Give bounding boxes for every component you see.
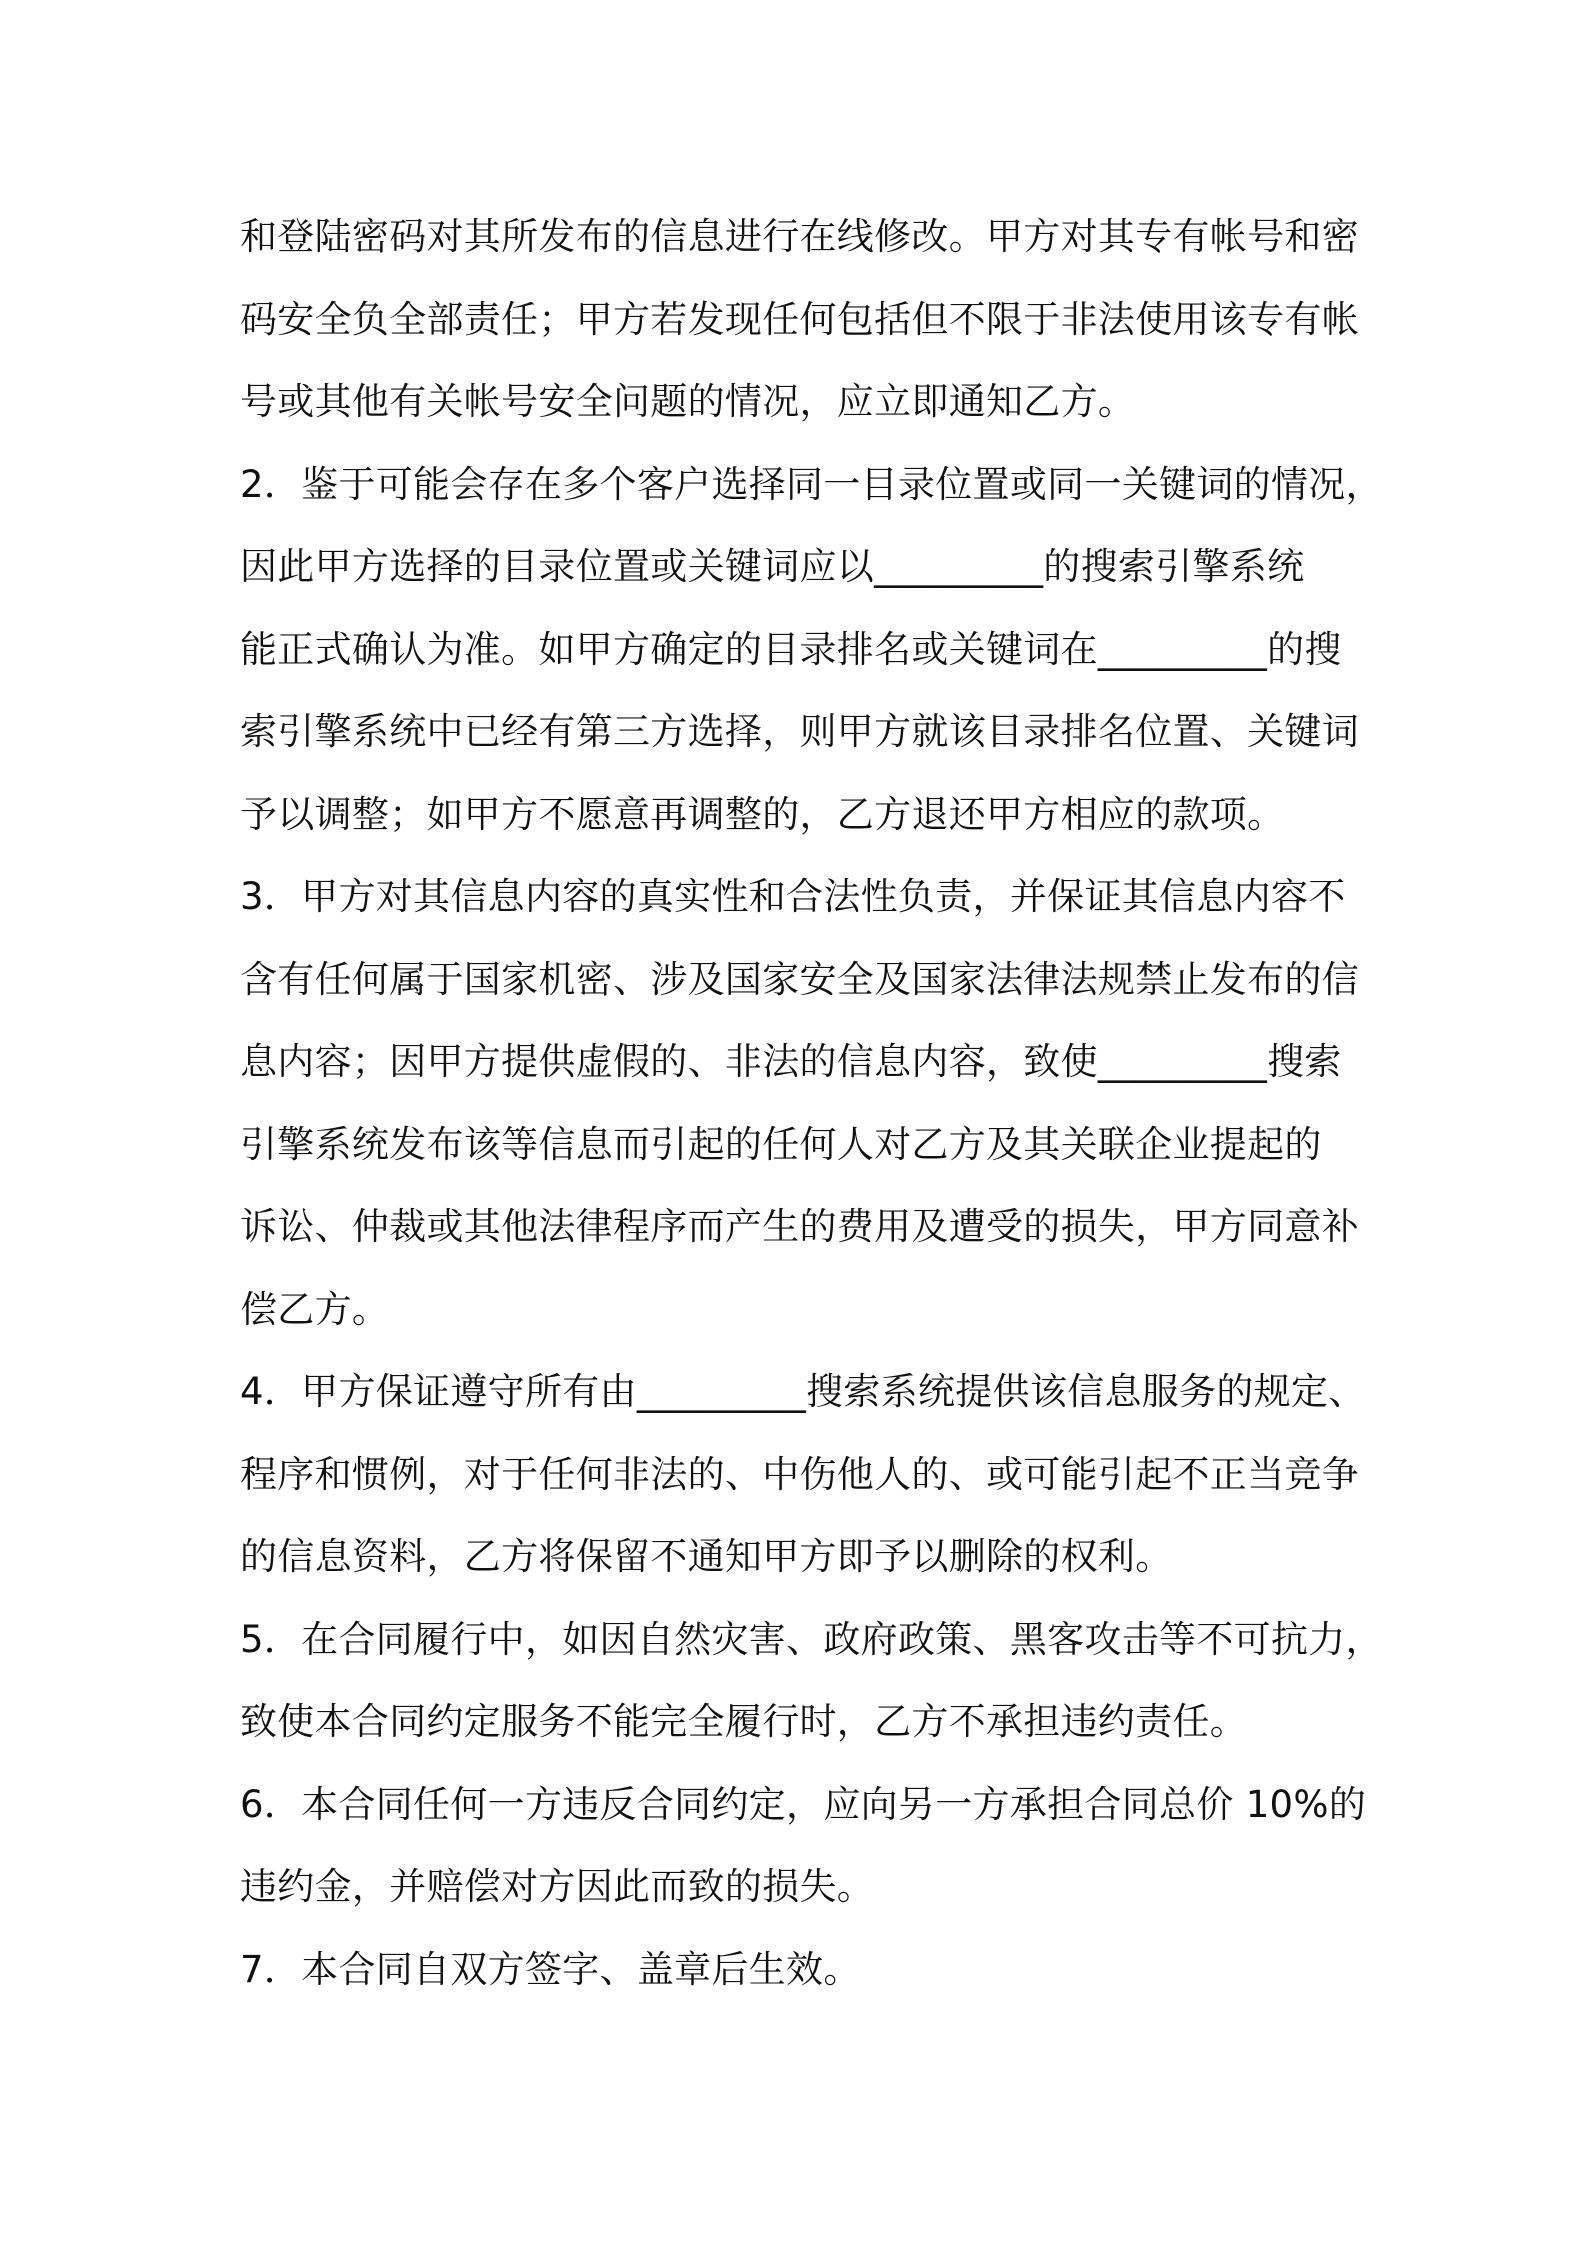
clause-2-line: 2．鉴于可能会存在多个客户选择同一目录位置或同一关键词的情况， — [240, 462, 1383, 506]
clause-4-line: 4．甲方保证遵守所有由_________搜索系统提供该信息服务的规定、 — [240, 1370, 1366, 1413]
clause-5-line: 5．在合同履行中，如因自然灾害、政府政策、黑客攻击等不可抗力， — [240, 1617, 1383, 1661]
text-line: 偿乙方。 — [240, 1287, 390, 1331]
clause-7-line: 7．本合同自双方签字、盖章后生效。 — [240, 1947, 861, 1991]
text-line: 诉讼、仲裁或其他法律程序而产生的费用及遭受的损失，甲方同意补 — [240, 1205, 1359, 1248]
text-line: 违约金，并赔偿对方因此而致的损失。 — [240, 1865, 875, 1908]
text-line: 含有任何属于国家机密、涉及国家安全及国家法律法规禁止发布的信 — [240, 957, 1359, 1001]
text-line: 引擎系统发布该等信息而引起的任何人对乙方及其关联企业提起的 — [240, 1122, 1322, 1166]
text-line: 程序和惯例，对于任何非法的、中伤他人的、或可能引起不正当竞争 — [240, 1452, 1359, 1496]
text-line: 息内容；因甲方提供虚假的、非法的信息内容，致使_________搜索 — [240, 1040, 1342, 1083]
text-line: 能正式确认为准。如甲方确定的目录排名或关键词在_________的搜 — [240, 627, 1342, 671]
text-line: 的信息资料，乙方将保留不通知甲方即予以删除的权利。 — [240, 1535, 1173, 1578]
contract-body — [240, 196, 1383, 2011]
text-line: 索引擎系统中已经有第三方选择，则甲方就该目录排名位置、关键词 — [240, 710, 1359, 753]
text-line: 因此甲方选择的目录位置或关键词应以_________的搜索引擎系统 — [240, 545, 1305, 588]
text-line: 致使本合同约定服务不能完全履行时，乙方不承担违约责任。 — [240, 1700, 1248, 1743]
text-line: 码安全负全部责任；甲方若发现任何包括但不限于非法使用该专有帐 — [240, 297, 1359, 341]
text-line: 号或其他有关帐号安全问题的情况，应立即通知乙方。 — [240, 380, 1136, 423]
clause-6-line: 6．本合同任何一方违反合同约定，应向另一方承担合同总价 10%的 — [240, 1782, 1367, 1826]
clause-3-line: 3．甲方对其信息内容的真实性和合法性负责，并保证其信息内容不 — [240, 875, 1346, 918]
text-line: 和登陆密码对其所发布的信息进行在线修改。甲方对其专有帐号和密 — [240, 215, 1359, 258]
text-line: 予以调整；如甲方不愿意再调整的，乙方退还甲方相应的款项。 — [240, 792, 1285, 836]
